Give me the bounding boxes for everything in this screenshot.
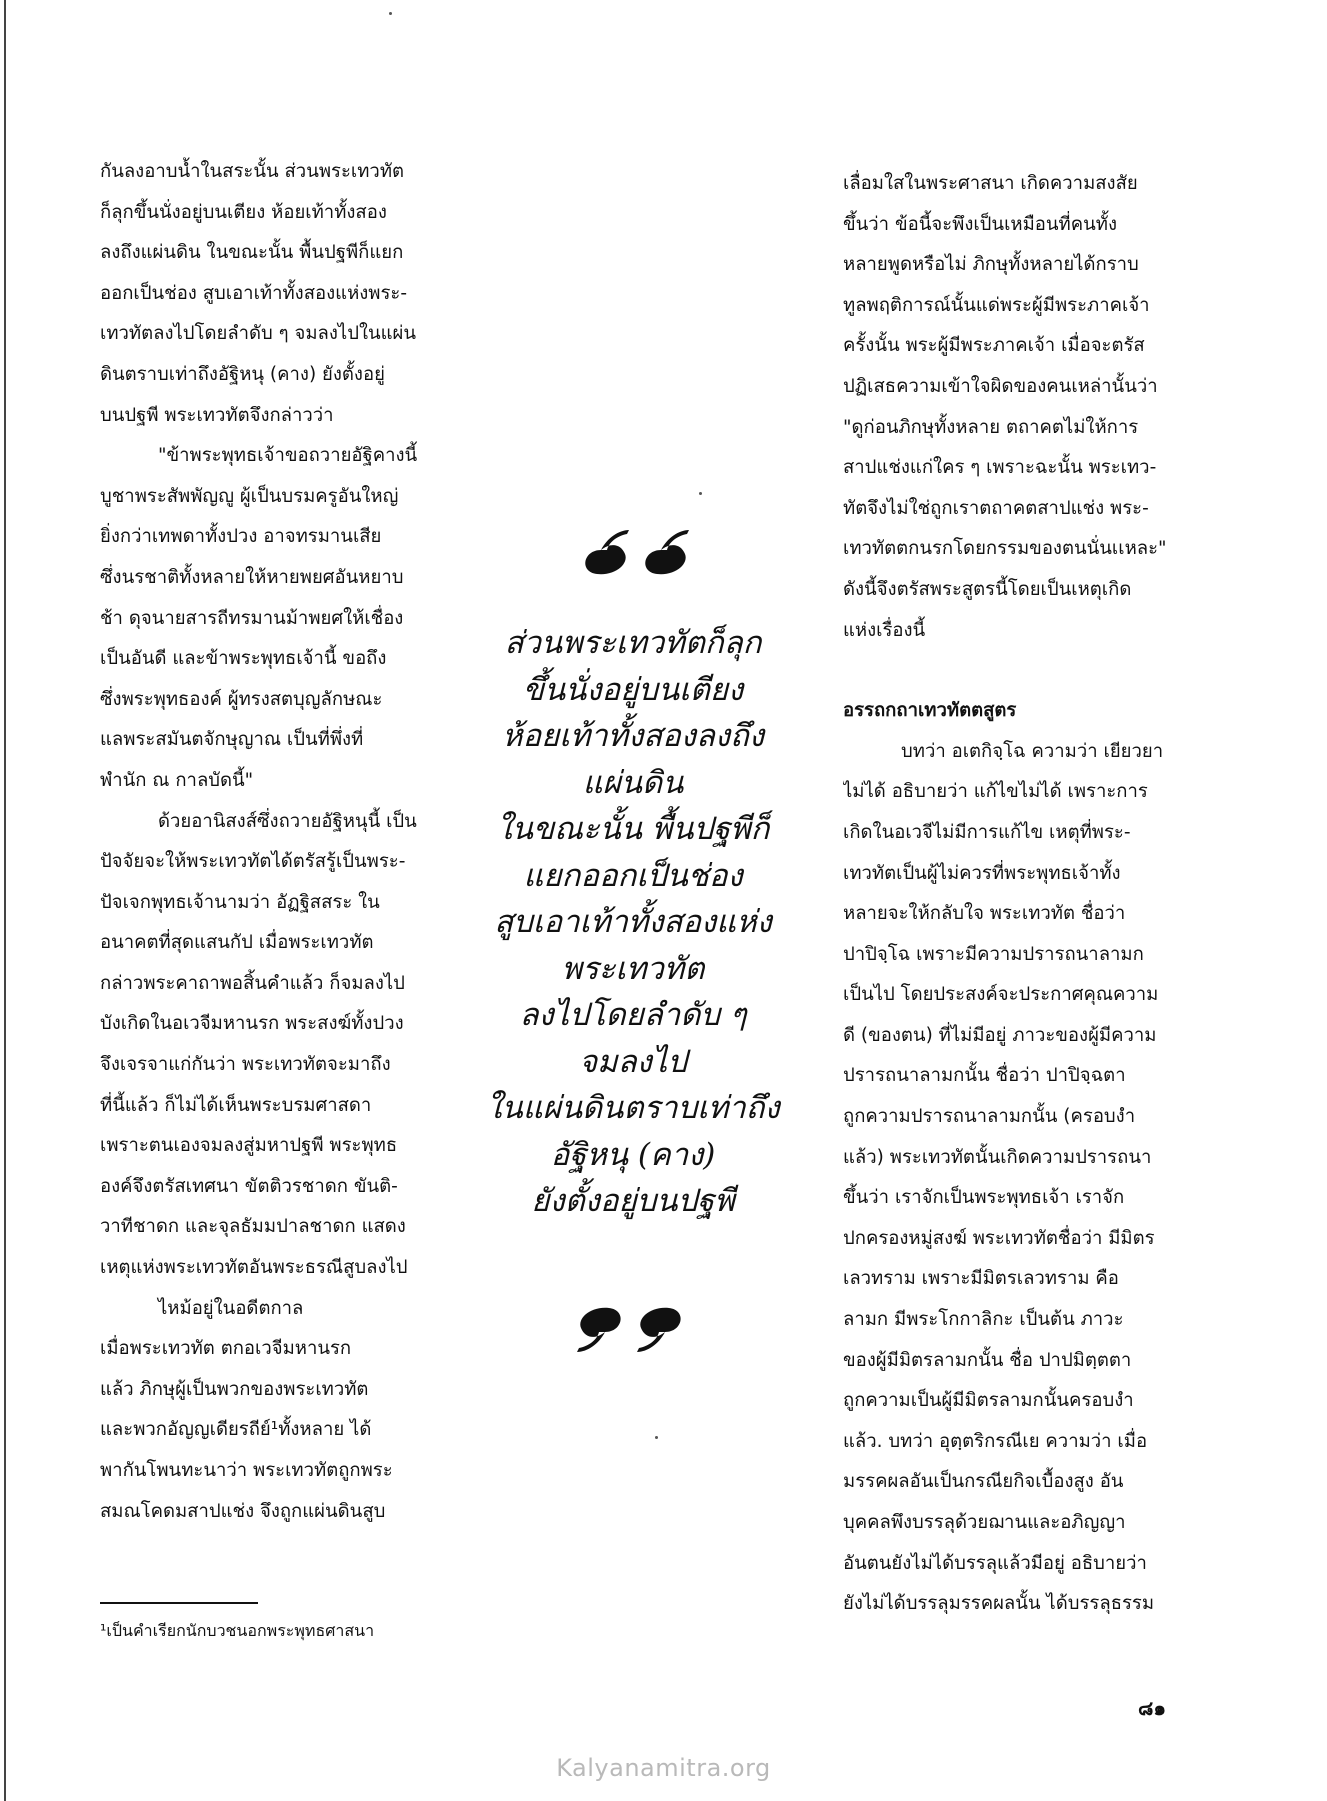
text-line: "ข้าพระพุทธเจ้าขอถวายอัฐิคางนี้	[158, 445, 418, 467]
section-heading: อรรถกถาเทวทัตตสูตร	[843, 700, 1017, 722]
text-line: ปัจเจกพุทธเจ้านามว่า อัฏฐิสสระ ใน	[100, 891, 380, 913]
page-number: ๘๑	[1138, 1696, 1167, 1720]
text-line: ขึ้นว่า ข้อนี้จะพึงเป็นเหมือนที่คนทั้ง	[843, 213, 1117, 235]
text-line: เลื่อมใสในพระศาสนา เกิดความสงสัย	[843, 173, 1138, 194]
text-line: ของผู้มีมิตรลามกนั้น ชื่อ ปาปมิตฺตตา	[843, 1349, 1132, 1371]
text-line: หลายจะให้กลับใจ พระเทวทัต ชื่อว่า	[843, 903, 1126, 925]
text-line: ยังไม่ได้บรรลุมรรคผลนั้น ได้บรรลุธรรม	[843, 1593, 1155, 1615]
text-line: ซึ่งพระพุทธองค์ ผู้ทรงสตบุญลักษณะ	[100, 688, 383, 710]
text-line: ขึ้นว่า เราจักเป็นพระพุทธเจ้า เราจัก	[843, 1187, 1125, 1209]
close-quote-mark	[563, 1302, 703, 1362]
text-line: ออกเป็นช่อง สูบเอาเท้าทั้งสองแห่งพระ-	[100, 282, 408, 304]
pull-quote-line: ยังตั้งอยู่บนปฐพี	[531, 1183, 735, 1219]
pull-quote-line: แผ่นดิน	[582, 764, 684, 801]
text-line: แห่งเรื่องนี้	[843, 619, 926, 641]
footnote: ¹เป็นคำเรียกนักบวชนอกพระพุทธศาสนา	[100, 1621, 375, 1640]
text-line: ด้วยอานิสงส์ซึ่งถวายอัฐิหนุนี้ เป็น	[158, 810, 417, 832]
text-line: พากันโพนทะนาว่า พระเทวทัตถูกพระ	[100, 1460, 393, 1481]
text-line: อนาคตที่สุดแสนกัป เมื่อพระเทวทัต	[100, 932, 374, 954]
text-line: บุคคลพึงบรรลุด้วยฌานและอภิญญา	[843, 1512, 1126, 1533]
text-line: ดังนี้จึงตรัสพระสูตรนี้โดยเป็นเหตุเกิด	[843, 578, 1132, 600]
text-line: กล่าวพระคาถาพอสิ้นคำแล้ว ก็จมลงไป	[100, 972, 405, 994]
text-line: อันตนยังไม่ได้บรรลุแล้วมีอยู่ อธิบายว่า	[843, 1552, 1147, 1574]
text-line: เทวทัตลงไปโดยลำดับ ๆ จมลงไปในแผ่น	[100, 323, 417, 345]
text-line: ลามก มีพระโกกาลิกะ เป็นต้น ภาวะ	[843, 1309, 1124, 1331]
text-line: เป็นอันดี และข้าพระพุทธเจ้านี้ ขอถึง	[100, 648, 387, 670]
pull-quote-line: ในขณะนั้น พื้นปฐพีก็	[496, 811, 770, 847]
text-line: ช้า ดุจนายสารถีทรมานม้าพยศให้เชื่อง	[100, 607, 404, 629]
text-line: แลพระสมันตจักษุญาณ เป็นที่พึ่งที่	[100, 729, 364, 751]
scan-speck	[699, 492, 702, 495]
pull-quote-line: ลงไปโดยลำดับ ๆ	[519, 997, 747, 1033]
text-line: วาทีชาดก และจุลธัมมปาลชาดก แสดง	[100, 1216, 406, 1238]
text-line: สาปแช่งแก่ใคร ๆ เพราะฉะนั้น พระเทว-	[843, 457, 1157, 479]
text-line: เมื่อพระเทวทัต ตกอเวจีมหานรก	[100, 1338, 352, 1360]
text-line: จึงเจรจาแก่กันว่า พระเทวทัตจะมาถึง	[100, 1054, 391, 1076]
text-line: ไหม้อยู่ในอดีตกาล	[158, 1297, 304, 1319]
text-line: "ดูก่อนภิกษุทั้งหลาย ตถาคตไม่ให้การ	[843, 416, 1139, 438]
text-line: บนปฐพี พระเทวทัตจึงกล่าวว่า	[100, 404, 334, 426]
text-line: ปฏิเสธความเข้าใจผิดของคนเหล่านั้นว่า	[843, 375, 1158, 397]
scan-speck	[655, 1436, 658, 1439]
scan-speck	[389, 12, 392, 15]
text-line: เกิดในอเวจีไม่มีการแก้ไข เหตุที่พระ-	[843, 821, 1131, 843]
pull-quote-line: ส่วนพระเทวทัตก็ลุก	[504, 625, 762, 661]
text-line: สมณโคดมสาปแช่ง จึงถูกแผ่นดินสูบ	[100, 1500, 386, 1522]
text-line: ยิ่งกว่าเทพดาทั้งปวง อาจทรมานเสีย	[100, 526, 382, 548]
pull-quote-line: อัฐิหนุ (คาง)	[550, 1136, 716, 1173]
text-line: บังเกิดในอเวจีมหานรก พระสงฆ์ทั้งปวง	[100, 1013, 404, 1035]
text-line: ปรารถนาลามกนั้น ชื่อว่า ปาปิจฺฉตา	[843, 1065, 1126, 1087]
text-line: ก็ลุกขึ้นนั่งอยู่บนเตียง ห้อยเท้าทั้งสอง	[100, 201, 387, 223]
text-line: มรรคผลอันเป็นกรณียกิจเบื้องสูง อัน	[843, 1471, 1124, 1493]
text-line: เลวทราม เพราะมีมิตรเลวทราม คือ	[843, 1268, 1119, 1290]
text-line: บูชาพระสัพพัญญู ผู้เป็นบรมครูอันใหญ่	[100, 485, 399, 507]
text-line: ทัตจึงไม่ใช่ถูกเราตถาคตสาปแช่ง พระ-	[843, 497, 1149, 519]
pull-quote-line: ในแผ่นดินตราบเท่าถึง	[486, 1090, 780, 1126]
pull-quote-line: ขึ้นนั่งอยู่บนเตียง	[522, 671, 744, 708]
text-line: เทวทัตเป็นผู้ไม่ควรที่พระพุทธเจ้าทั้ง	[843, 862, 1121, 884]
text-line: และพวกอัญญเดียรถีย์¹ทั้งหลาย ได้	[100, 1419, 372, 1441]
text-line: ปัจจัยจะให้พระเทวทัตได้ตรัสรู้เป็นพระ-	[100, 851, 406, 873]
text-line: ที่นี้แล้ว ก็ไม่ได้เห็นพระบรมศาสดา	[100, 1094, 372, 1116]
text-line: บทว่า อเตกิจฺโฉ ความว่า เยียวยา	[901, 740, 1164, 762]
pull-quote-line: ห้อยเท้าทั้งสองลงถึง	[502, 718, 764, 754]
text-line: แล้ว) พระเทวทัตนั้นเกิดความปรารถนา	[843, 1146, 1152, 1168]
text-line: หลายพูดหรือไม่ ภิกษุทั้งหลายได้กราบ	[843, 254, 1139, 276]
text-line: ลงถึงแผ่นดิน ในขณะนั้น พื้นปฐพีก็แยก	[100, 242, 404, 264]
text-line: ถูกความปรารถนาลามกนั้น (ครอบงำ	[843, 1106, 1136, 1128]
left-column	[100, 152, 422, 1532]
text-line: องค์จึงตรัสเทศนา ขัตติวรชาดก ขันติ-	[100, 1175, 398, 1197]
text-line: ดินตราบเท่าถึงอัฐิหนุ (คาง) ยังตั้งอยู่	[100, 363, 385, 385]
text-line: เป็นไป โดยประสงค์จะประกาศคุณความ	[843, 984, 1159, 1006]
pull-quote-line: สูบเอาเท้าทั้งสองแห่ง	[494, 904, 772, 940]
pull-quote-line: จมลงไป	[578, 1043, 687, 1080]
page-edge-line	[4, 0, 6, 1801]
text-line: เทวทัตตกนรกโดยกรรมของตนนั่นเเหละ"	[843, 538, 1167, 560]
text-line: แล้ว ภิกษุผู้เป็นพวกของพระเทวทัต	[100, 1378, 369, 1400]
text-line: กันลงอาบน้ำในสระนั้น ส่วนพระเทวทัต	[100, 161, 405, 182]
text-line: ถูกความเป็นผู้มีมิตรลามกนั้นครอบงำ	[843, 1390, 1134, 1412]
right-column	[843, 164, 1173, 1625]
open-quote-mark	[563, 520, 703, 580]
text-line: พำนัก ณ กาลบัดนี้"	[100, 769, 254, 791]
pull-quote	[463, 620, 803, 1225]
text-line: ครั้งนั้น พระผู้มีพระภาคเจ้า เมื่อจะตรัส	[843, 335, 1145, 357]
text-line: เหตุแห่งพระเทวทัตอันพระธรณีสูบลงไป	[100, 1257, 408, 1279]
text-line: แล้ว. บทว่า อุตฺตริกรณีเย ความว่า เมื่อ	[843, 1430, 1148, 1452]
text-line: ซึ่งนรชาติทั้งหลายให้หายพยศอันหยาบ	[100, 566, 404, 588]
pull-quote-line: พระเทวทัต	[561, 950, 705, 987]
text-line: ปกครองหมู่สงฆ์ พระเทวทัตชื่อว่า มีมิตร	[843, 1227, 1155, 1249]
watermark-text: Kalyanamitra.org	[556, 1754, 771, 1782]
pull-quote-line: แยกออกเป็นช่อง	[523, 857, 743, 894]
text-line: ทูลพฤติการณ์นั้นแด่พระผู้มีพระภาคเจ้า	[843, 294, 1150, 316]
text-line: เพราะตนเองจมลงสู่มหาปฐพี พระพุทธ	[100, 1135, 398, 1157]
footnote-rule	[100, 1602, 258, 1604]
text-line: ไม่ได้ อธิบายว่า แก้ไขไม่ได้ เพราะการ	[843, 781, 1148, 803]
text-line: ปาปิจฺโฉ เพราะมีความปรารถนาลามก	[843, 943, 1144, 965]
text-line: ดี (ของตน) ที่ไม่มีอยู่ ภาวะของผู้มีความ	[843, 1024, 1157, 1046]
